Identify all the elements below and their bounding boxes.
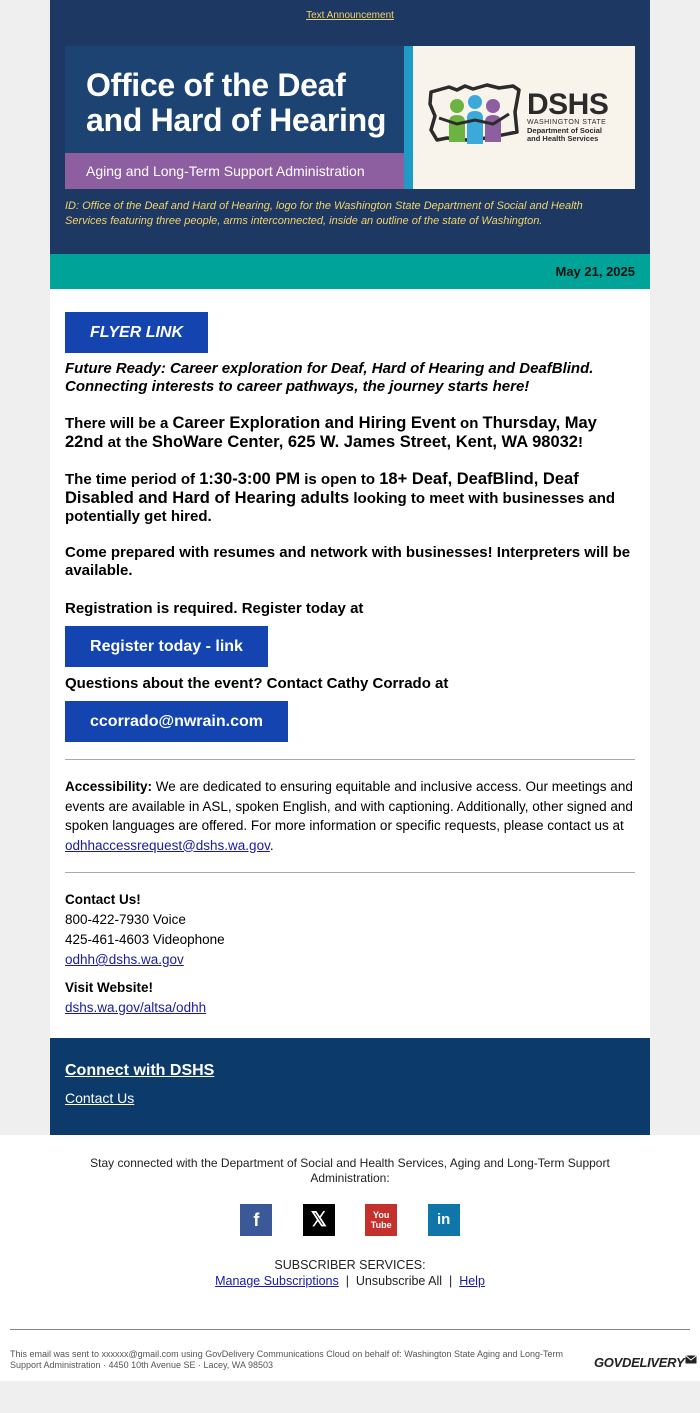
logo-dept-line1: Department of Social — [527, 126, 603, 135]
separator: | — [338, 1274, 356, 1288]
time-text-1: The time period of — [65, 471, 200, 488]
linkedin-glyph: in — [437, 1211, 451, 1228]
unsubscribe-all-link[interactable]: Unsubscribe All — [355, 1274, 443, 1288]
videophone: 425-461-4603 Videophone — [65, 932, 225, 947]
questions-label: Questions about the event? Contact Cathy Corrado at — [65, 675, 449, 692]
subscriber-services-label: SUBSCRIBER SERVICES: — [274, 1258, 426, 1272]
x-icon[interactable] — [303, 1204, 335, 1236]
divider — [65, 872, 635, 873]
logo-dept-line2: and Health Services — [527, 134, 599, 143]
email-footer — [0, 1135, 700, 1381]
time-text-3: is open to — [300, 471, 380, 488]
text-announcement-link[interactable]: Text Announcement — [306, 10, 394, 21]
x-glyph: 𝕏 — [310, 1209, 327, 1231]
facebook-icon[interactable] — [240, 1204, 272, 1236]
stay-connected-text: Stay connected with the Department of Social and Health Services, Aging and Long-Term Support Administration: — [90, 1156, 610, 1185]
time-text-5: looking to meet with businesses and potentially get hired. — [65, 490, 616, 525]
website-link[interactable]: dshs.wa.gov/altsa/odhh — [65, 1000, 207, 1015]
contact-section — [65, 890, 635, 1018]
footer-divider — [10, 1329, 690, 1330]
flyer-link-button[interactable]: FLYER LINK — [65, 312, 208, 353]
event-text-3: on — [455, 415, 483, 432]
social-links — [0, 1204, 700, 1236]
voice-phone: 800-422-7930 Voice — [65, 912, 186, 927]
subscriber-links — [0, 1273, 700, 1289]
event-text-7: ! — [577, 434, 583, 451]
fine-print: This email was sent to xxxxxx@gmail.com using GovDelivery Communications Cloud on behalf of: Washington State Aging and Long-Term Support Administration · 4450 10th Avenue SE · Lacey, WA 98503 — [10, 1349, 564, 1370]
event-audience: 18+ Deaf, DeafBlind, Deaf Disabled and Hard of Hearing adults — [65, 470, 579, 507]
event-name: Career Exploration and Hiring Event — [172, 414, 456, 432]
odhh-email-link[interactable]: odhh@dshs.wa.gov — [65, 952, 184, 967]
linkedin-icon[interactable] — [428, 1204, 460, 1236]
banner-title-panel — [65, 46, 404, 189]
banner-title-line1: Office of the Deaf — [86, 67, 346, 103]
washington-people-logo-icon — [427, 82, 525, 150]
email-header — [50, 0, 650, 254]
odhh-banner-image — [65, 46, 635, 189]
dshs-logo-text: DSHS — [527, 88, 609, 121]
event-time: 1:30-3:00 PM — [199, 470, 301, 488]
text-announcement — [50, 10, 650, 21]
youtube-icon[interactable] — [365, 1204, 397, 1236]
facebook-glyph: f — [253, 1210, 260, 1230]
connect-with-dshs-link[interactable]: Connect with DSHS — [65, 1062, 215, 1079]
govdelivery-logo-text: GOVDELIVERY — [594, 1355, 685, 1370]
envelope-icon — [685, 1355, 697, 1364]
time-paragraph — [65, 470, 635, 526]
govdelivery-logo — [594, 1355, 697, 1370]
contact-us-link[interactable]: Contact Us — [65, 1090, 135, 1106]
manage-subscriptions-link[interactable]: Manage Subscriptions — [215, 1274, 339, 1288]
banner-subtitle: Aging and Long-Term Support Administration — [65, 153, 404, 189]
email-body — [50, 289, 650, 1038]
divider — [65, 759, 635, 760]
accessibility-end: . — [269, 837, 274, 853]
date-bar — [50, 254, 650, 289]
banner-title-line2: and Hard of Hearing — [86, 102, 387, 138]
email-date: May 21, 2025 — [555, 264, 635, 279]
event-text-5: at the — [103, 434, 152, 451]
dshs-logo — [413, 46, 635, 189]
event-paragraph — [65, 414, 635, 452]
dshs-logo-subtext — [527, 119, 606, 143]
separator: | — [442, 1274, 460, 1288]
image-description: ID: Office of the Deaf and Hard of Hearing, logo for the Washington State Department of Social and Health Services featuring three people, arms interconnected, inside an outline of the state of Washington. — [65, 200, 583, 227]
registration-label: Registration is required. Register today at — [65, 600, 364, 617]
contact-heading: Contact Us! — [65, 892, 141, 907]
register-button[interactable]: Register today - link — [65, 626, 268, 667]
prepare-paragraph: Come prepared with resumes and network with businesses! Interpreters will be available. — [65, 544, 631, 579]
youtube-glyph: You Tube — [370, 1210, 392, 1230]
banner-stripe — [404, 46, 413, 189]
help-link[interactable]: Help — [459, 1274, 485, 1288]
email-contact-button[interactable]: ccorrado@nwrain.com — [65, 701, 288, 742]
connect-section — [50, 1038, 650, 1135]
website-heading: Visit Website! — [65, 980, 154, 995]
accessibility-statement — [65, 777, 635, 855]
accessibility-label: Accessibility: — [65, 779, 153, 794]
event-text-1: There will be a — [65, 415, 173, 432]
email-container — [50, 0, 650, 1135]
accessibility-text: We are dedicated to ensuring equitable and inclusive access. Our meetings and events are available in ASL, spoken English, and with captioning. Additionally, other signed and spoken languages are offered. For more information or specific requests, please contact us at — [65, 779, 633, 833]
banner-title — [86, 68, 386, 138]
intro-text: Future Ready: Career exploration for Deaf, Hard of Hearing and DeafBlind. Connecting interests to career pathways, the journey starts here! — [65, 360, 594, 395]
event-date: Thursday, May 22nd — [65, 414, 597, 451]
logo-state-line: WASHINGTON STATE — [527, 119, 607, 126]
event-location: ShoWare Center, 625 W. James Street, Kent, WA 98032 — [151, 433, 578, 451]
access-request-email-link[interactable]: odhhaccessrequest@dshs.wa.gov — [65, 837, 270, 853]
